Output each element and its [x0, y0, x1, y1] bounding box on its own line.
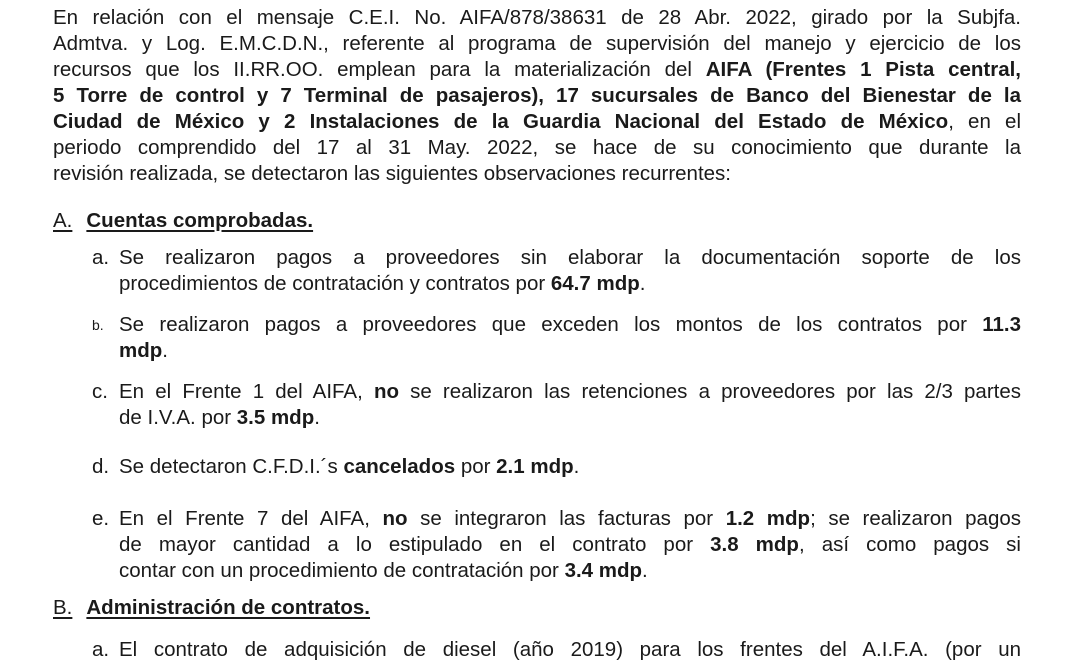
- text-line: [119, 532, 1021, 558]
- text-run: contar con un procedimiento de contratación por: [119, 559, 565, 582]
- text-run: .: [162, 339, 168, 362]
- text-line: [119, 637, 1021, 663]
- text-run: ; se realizaron pagos: [810, 507, 1022, 530]
- text-line: [119, 558, 1021, 584]
- text-line: [53, 161, 1021, 187]
- text-line: [119, 379, 1021, 405]
- section-b-title: Administración de contratos.: [86, 596, 371, 619]
- text-run: El contrato de adquisición de diesel (año 2019) para los frentes del A.I.F.A. (por un: [119, 638, 1021, 661]
- text-run: por: [455, 455, 497, 478]
- bold-text: 64.7 mdp: [550, 272, 640, 295]
- list-marker: e.: [92, 507, 110, 530]
- list-marker: a.: [92, 246, 110, 269]
- text-run: En el Frente 1 del AIFA,: [119, 380, 374, 403]
- text-run: Se realizaron pagos a proveedores sin elaborar la documentación soporte de los: [119, 246, 1021, 269]
- text-line: [119, 271, 1021, 297]
- text-run: .: [642, 559, 648, 582]
- section-a-letter: A.: [53, 209, 73, 232]
- text-run: se integraron las facturas por: [407, 507, 726, 530]
- text-line: [53, 135, 1021, 161]
- text-run: recursos que los II.RR.OO. emplean para la materialización del: [53, 58, 706, 81]
- text-run: se realizaron las retenciones a proveedores por las 2/3 partes: [398, 380, 1021, 403]
- bold-text: no: [382, 507, 408, 530]
- section-b-heading: [53, 595, 370, 621]
- text-line: [119, 312, 1021, 338]
- text-run: En el Frente 7 del AIFA,: [119, 507, 383, 530]
- list-marker: c.: [92, 380, 108, 403]
- bold-text: 1.2 mdp: [725, 507, 811, 530]
- text-line: [119, 506, 1021, 532]
- text-line: [53, 83, 1021, 109]
- text-run: Se detectaron C.F.D.I.´s: [119, 455, 344, 478]
- text-run: .: [314, 406, 320, 429]
- text-run: , en el: [948, 110, 1021, 133]
- bold-text: Ciudad de México y 2 Instalaciones de la Guardia Nacional del Estado de México: [53, 110, 949, 133]
- list-marker: d.: [92, 455, 110, 478]
- text-line: [53, 5, 1021, 31]
- text-run: de mayor cantidad a lo estipulado en el contrato por: [119, 533, 711, 556]
- section-b-letter: B.: [53, 596, 73, 619]
- text-run: de I.V.A. por: [119, 406, 237, 429]
- text-line: [119, 338, 1021, 364]
- text-run: .: [573, 455, 580, 478]
- bold-text: 3.8 mdp: [710, 533, 799, 556]
- text-line: [53, 31, 1021, 57]
- bold-text: 11.3: [982, 313, 1021, 336]
- bold-text: 3.5 mdp: [236, 406, 315, 429]
- bold-text: 2.1 mdp: [496, 455, 574, 478]
- bold-text: no: [373, 380, 399, 403]
- list-marker: a.: [92, 638, 110, 661]
- text-line: [53, 57, 1021, 83]
- text-line: [119, 405, 1021, 431]
- bold-text: mdp: [119, 339, 163, 362]
- section-a-heading: [53, 208, 313, 234]
- bold-text: 3.4 mdp: [564, 559, 643, 582]
- text-run: , así como pagos si: [798, 533, 1021, 556]
- bold-text: 5 Torre de control y 7 Terminal de pasajeros), 17 sucursales de Banco del Bienestar de la: [53, 84, 1021, 107]
- text-run: Se realizaron pagos a proveedores que exceden los montos de los contratos por: [119, 313, 983, 336]
- bold-text: cancelados: [343, 455, 456, 478]
- text-run: En relación con el mensaje C.E.I. No. AIFA/878/38631 de 28 Abr. 2022, girado por la Subjfa.: [53, 6, 1021, 29]
- text-run: revisión realizada, se detectaron las siguientes observaciones recurrentes:: [53, 162, 732, 185]
- text-line: [53, 109, 1021, 135]
- text-run: .: [639, 272, 646, 295]
- text-line: [119, 245, 1021, 271]
- text-line: [119, 454, 1021, 480]
- bold-text: AIFA (Frentes 1 Pista central,: [705, 58, 1021, 81]
- text-run: periodo comprendido del 17 al 31 May. 2022, se hace de su conocimiento que durante la: [53, 136, 1021, 159]
- text-run: procedimientos de contratación y contratos por: [119, 272, 551, 295]
- section-a-title: Cuentas comprobadas.: [86, 209, 314, 232]
- list-marker: b.: [92, 317, 104, 333]
- text-run: Admtva. y Log. E.M.C.D.N., referente al programa de supervisión del manejo y ejercicio de los: [53, 32, 1021, 55]
